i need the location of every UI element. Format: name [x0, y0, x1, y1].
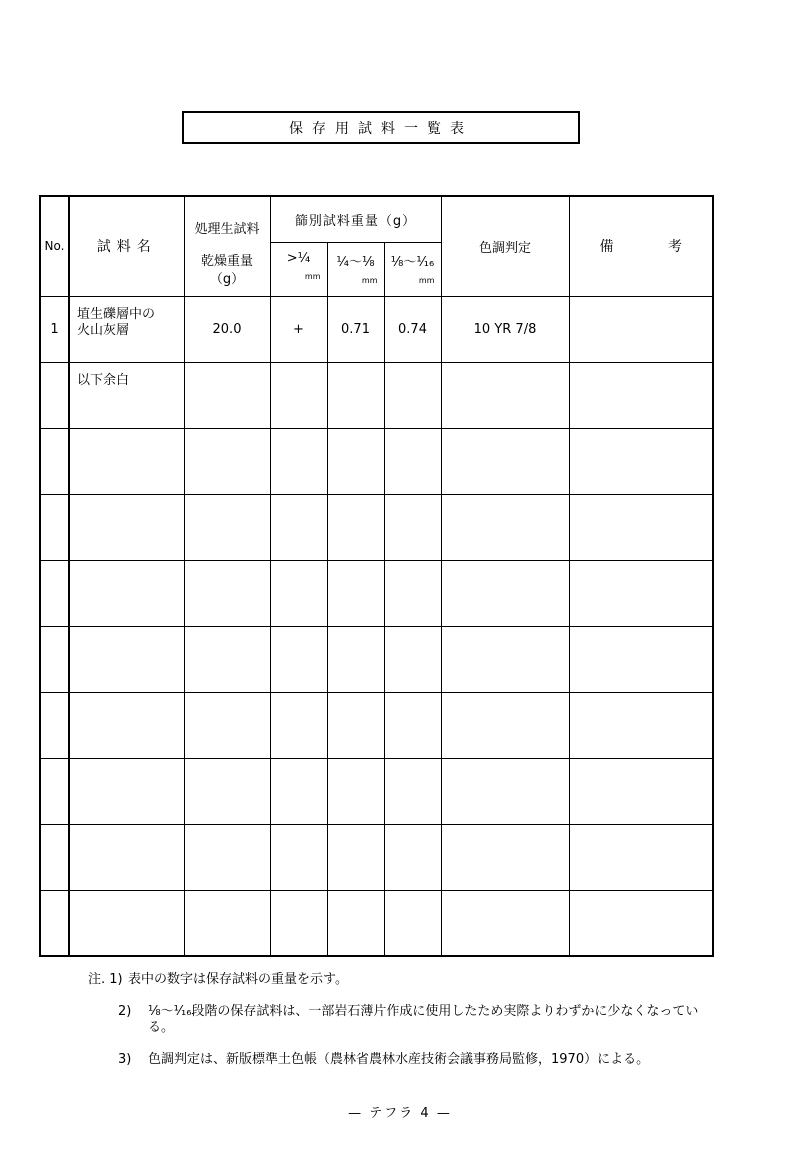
- table-row-empty: [40, 758, 713, 824]
- table-row-empty: [40, 890, 713, 956]
- row-sieve-coarse: +: [270, 296, 327, 362]
- header-sieve-coarse-label: >¼: [286, 250, 311, 266]
- header-sample-name: 試料名: [69, 196, 184, 296]
- header-remarks: 備 考: [569, 196, 713, 296]
- header-color: 色調判定: [441, 196, 569, 296]
- row-sample-name: [69, 362, 184, 428]
- table-row: [40, 296, 713, 362]
- table-row-empty: [40, 692, 713, 758]
- row-no: 1: [40, 296, 69, 362]
- row-no: [40, 362, 69, 428]
- header-no: No.: [40, 196, 69, 296]
- table-row: [40, 362, 713, 428]
- row-sieve-fine: 0.74: [384, 296, 441, 362]
- table-row-empty: [40, 626, 713, 692]
- header-dry-weight-line3: （g）: [209, 272, 245, 287]
- header-sieve-medium-unit: mm: [361, 275, 378, 285]
- table-row-empty: [40, 494, 713, 560]
- note-2-label: 2): [118, 1004, 132, 1019]
- header-sieve-fine: [384, 242, 441, 296]
- row-dry-weight: [184, 362, 270, 428]
- header-sieve-fine-unit: mm: [418, 275, 435, 285]
- row-sieve-coarse: [270, 362, 327, 428]
- table-row-empty: [40, 560, 713, 626]
- header-dry-weight: [184, 196, 270, 296]
- note-1-text: 表中の数字は保存試料の重量を示す。: [128, 972, 348, 987]
- sample-table: [39, 195, 714, 957]
- notes: [88, 972, 708, 1084]
- page-footer: — テフラ 4 —: [348, 1106, 452, 1121]
- header-sieve-coarse: [270, 242, 327, 296]
- note-3: [88, 1052, 708, 1068]
- row-color: [441, 362, 569, 428]
- row-color: 10 YR 7/8: [441, 296, 569, 362]
- table-row-empty: [40, 824, 713, 890]
- note-2: [88, 1004, 708, 1036]
- row-remarks: [569, 362, 713, 428]
- document-title: 保存用試料一覧表: [182, 111, 580, 144]
- row-sieve-medium: 0.71: [327, 296, 384, 362]
- row-sample-name-line1: 以下余白: [77, 372, 130, 388]
- header-sieve-medium: [327, 242, 384, 296]
- note-3-text: 色調判定は、新版標準土色帳（農林省農林水産技術会議事務局監修，1970）による。: [148, 1052, 650, 1067]
- table-row-empty: [40, 428, 713, 494]
- row-sieve-medium: [327, 362, 384, 428]
- row-dry-weight: 20.0: [184, 296, 270, 362]
- row-sample-name-line2: 火山灰層: [77, 322, 130, 338]
- row-remarks: [569, 296, 713, 362]
- header-sieve-group: 篩別試料重量（g）: [270, 196, 441, 242]
- row-sieve-fine: [384, 362, 441, 428]
- note-3-label: 3): [118, 1052, 132, 1067]
- note-1: [88, 972, 708, 988]
- header-sieve-coarse-unit: mm: [304, 271, 321, 281]
- note-2-text: ⅛〜¹⁄₁₆段階の保存試料は、一部岩石薄片作成に使用したため実際よりわずかに少なくなっている。: [148, 1004, 699, 1035]
- note-1-label: 注. 1): [88, 972, 123, 987]
- header-dry-weight-line2: 乾燥重量: [200, 254, 253, 269]
- row-sample-name-line1: 埴生礫層中の: [77, 306, 156, 322]
- header-sieve-medium-label: ¼〜⅛: [336, 254, 375, 270]
- header-row-top: [40, 196, 713, 242]
- header-sieve-fine-label: ⅛〜¹⁄₁₆: [390, 254, 435, 270]
- header-dry-weight-line1: 処理生試料: [194, 222, 260, 237]
- row-sample-name: [69, 296, 184, 362]
